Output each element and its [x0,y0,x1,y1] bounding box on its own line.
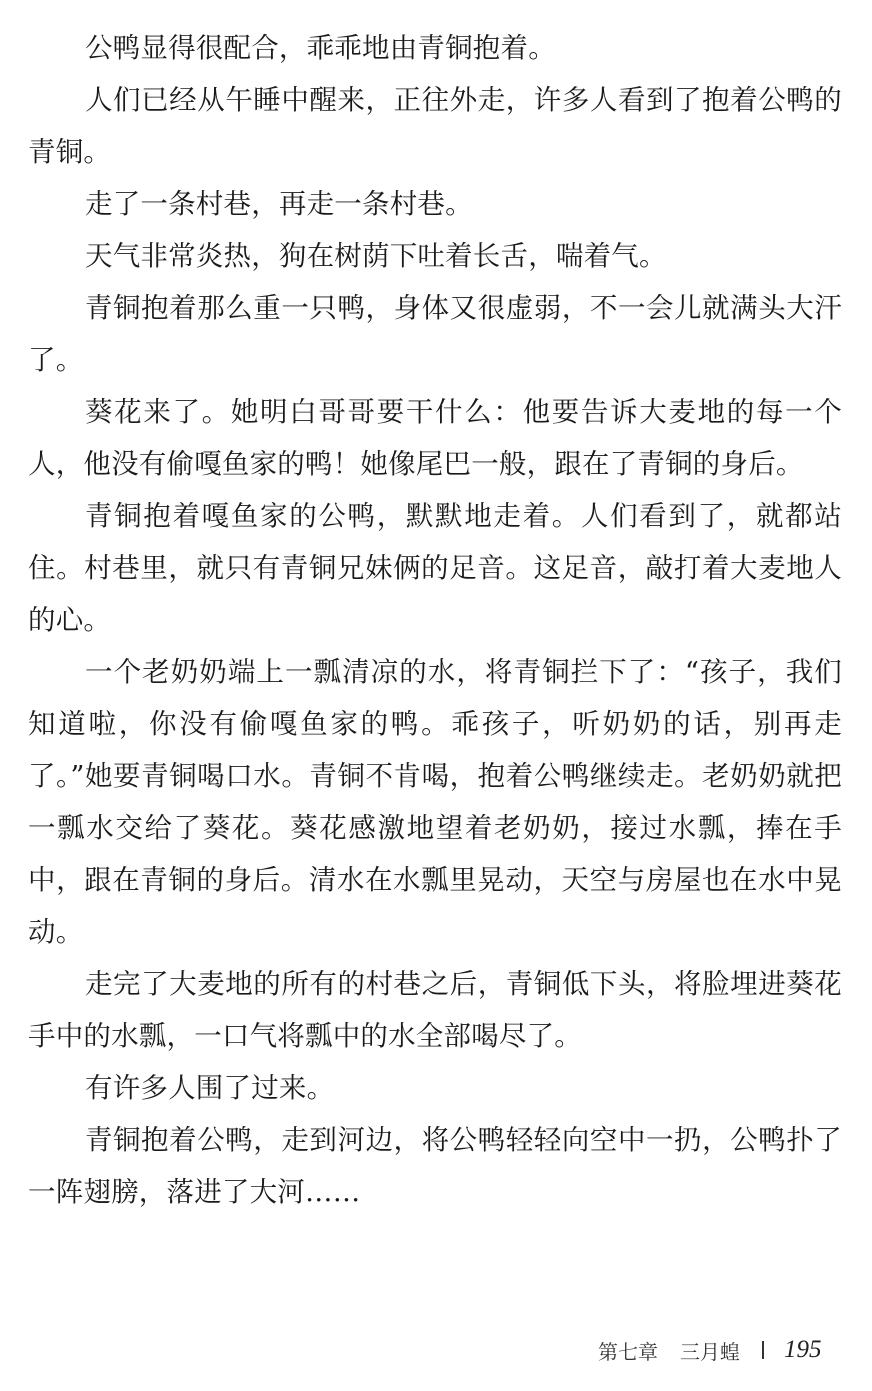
paragraph: 青铜抱着那么重一只鸭，身体又很虚弱，不一会儿就满头大汗了。 [28,292,842,376]
paragraph: 葵花来了。她明白哥哥要干什么：他要告诉大麦地的每一个人，他没有偷嘎鱼家的鸭！她像尾巴一般，跟在了青铜的身后。 [28,396,842,480]
paragraph: 走完了大麦地的所有的村巷之后，青铜低下头，将脸埋进葵花手中的水瓢，一口气将瓢中的水全部喝尽了。 [28,968,842,1052]
paragraph: 青铜抱着公鸭，走到河边，将公鸭轻轻向空中一扔，公鸭扑了一阵翅膀，落进了大河…… [28,1124,842,1208]
footer-divider [762,1341,764,1359]
page-footer [598,1330,822,1370]
paragraph: 公鸭显得很配合，乖乖地由青铜抱着。 [85,32,556,64]
paragraph: 走了一条村巷，再走一条村巷。 [85,188,473,220]
page-number: 195 [784,1336,822,1363]
paragraph: 青铜抱着嘎鱼家的公鸭，默默地走着。人们看到了，就都站住。村巷里，就只有青铜兄妹俩的足音。这足音，敲打着大麦地人的心。 [28,500,842,636]
paragraph: 一个老奶奶端上一瓢清凉的水，将青铜拦下了：“孩子，我们知道啦，你没有偷嘎鱼家的鸭。乖孩子，听奶奶的话，别再走了。”她要青铜喝口水。青铜不肯喝，抱着公鸭继续走。老奶奶就把一瓢水交给了葵花。葵花感激地望着老奶奶，接过水瓢，捧在手中，跟在青铜的身后。清水在水瓢里晃动，天空与房屋也在水中晃动。 [28,656,842,948]
paragraph: 人们已经从午睡中醒来，正往外走，许多人看到了抱着公鸭的青铜。 [28,84,842,168]
footer-chapter: 第七章 [598,1339,658,1364]
page-body [28,22,842,1218]
footer-chapter-title: 三月蝗 [680,1339,740,1364]
paragraph: 天气非常炎热，狗在树荫下吐着长舌，喘着气。 [85,240,667,272]
paragraph: 有许多人围了过来。 [85,1072,335,1104]
